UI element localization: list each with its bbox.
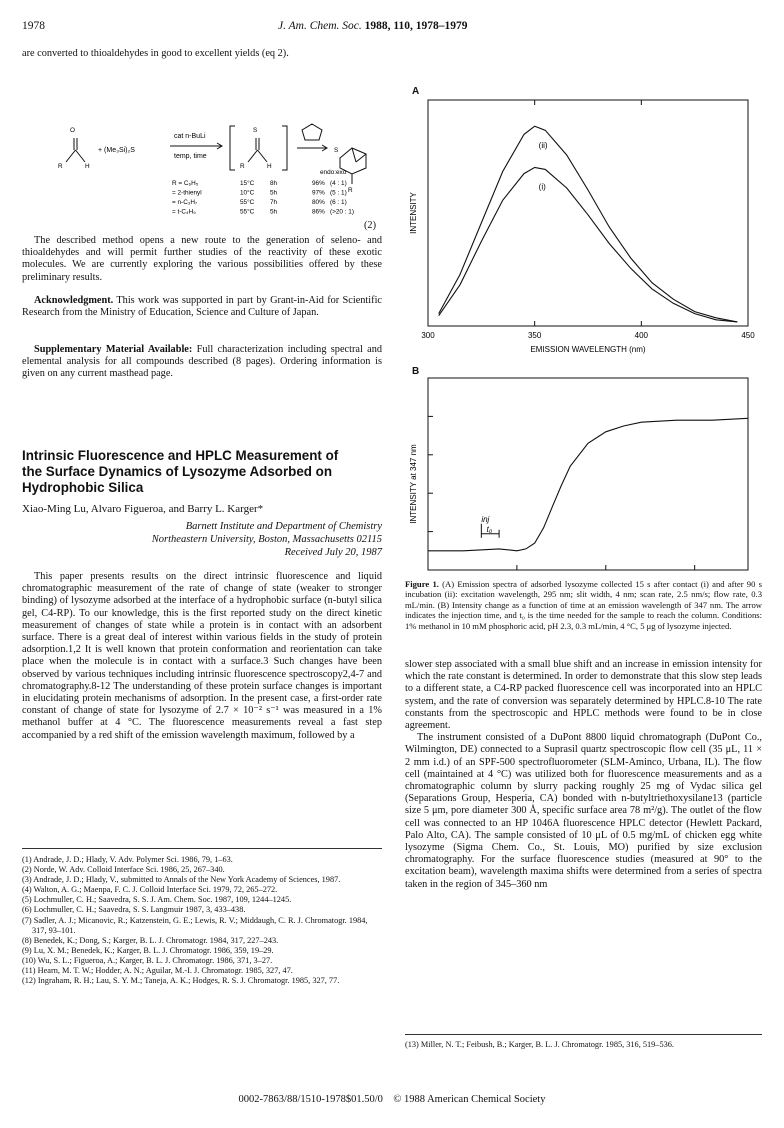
scheme-cell-ratio: (5 : 1) <box>330 189 347 197</box>
article-body-right: slower step associated with a small blue shift and an increase in emission intensity for which the rate constant is determined. In order to demonstrate that this slow step leads to a different state, a C4-RP packed fluorescence cell was incorporated into an HPLC system, and the rate of conversion was separately determined by HPLC.8-10 The rate constants from the spectroscopic and HPLC methods were found to be in close agreement. The instrument consisted of a DuPont 8800 liquid chromatograph (DuPont Co., Wilmington, DE) connected to a Suprasil quartz spectroscopic flow cell (35 μL, 11 × 2 mm i.d.) of an SPF-500 spectrofluorometer (SLM-Aminco, Urbana, IL). The flow cell (maintained at 4 °C) was utilized both for fluorescence measurements and as a chromatographic column by slurry packing roughly 25 mg of Vydac silica gel (Separations Group, Hesperia, CA) bonded with n-butyltriethoxysilane13 (particle size 5 μm, pore diameter 300 Å, specific surface area 78 m²/g). The outlet of the flow cell was connected to an HP 1046A fluorescence HPLC detector (Hewlett Packard, Palo Alto, CA). The sample consisted of 10 μL of 0.5 mg/mL of chicken egg white lysozyme (Sigma Chem. Co., St. Louis, MO) purified by size exclusion chromatography. For the surface fluorescence studies (measured at 90° to the excitation beam), wavelength maxima shifts were determined from a series of spectra taken in the region of 345–360 nm <box>405 659 762 890</box>
scheme-cell-time: 5h <box>270 189 278 197</box>
series-line-0 <box>428 418 748 551</box>
scheme-cell-temp: 55°C <box>240 199 255 206</box>
reference-item: (13) Miller, N. T.; Feibush, B.; Karger, B. L. J. Chromatogr. 1985, 316, 519–536. <box>405 1040 674 1049</box>
sulfur-label: S <box>253 127 258 134</box>
y-axis-label: INTENSITY <box>409 192 418 234</box>
x-tick-label <box>512 575 521 576</box>
x-tick-label: 300 <box>421 331 435 340</box>
supp-heading: Supplementary Material Available: <box>34 344 193 355</box>
chart-emission-spectra <box>404 96 764 366</box>
reaction-scheme <box>22 66 382 216</box>
references-left <box>22 855 382 986</box>
article-title: Intrinsic Fluorescence and HPLC Measurement of the Surface Dynamics of Lysozyme Adsorbed on Hydrophobic Silica <box>22 448 339 495</box>
scheme-cell-ratio: (>20 : 1) <box>330 208 354 216</box>
scheme-cell-r: = 2-thienyl <box>172 189 202 197</box>
scheme-cell-ratio: (4 : 1) <box>330 180 347 187</box>
journal-year-volume: 1988, 110, 1978–1979 <box>364 20 468 32</box>
chart-intensity-time <box>404 376 764 576</box>
article-authors: Xiao-Ming Lu, Alvaro Figueroa, and Barry L. Karger* <box>22 503 264 515</box>
acknowledgment <box>22 295 382 319</box>
reference-item: (6) Lochmuller, C. H.; Saavedra, S. S. Langmuir 1987, 3, 433–438. <box>22 905 246 915</box>
equation-number: (2) <box>364 220 377 231</box>
r-label: R <box>58 163 63 170</box>
scheme-cell-r: = t-C₄H₉ <box>172 208 196 216</box>
affiliation-line1: Barnett Institute and Department of Chemistry <box>185 521 382 532</box>
panel-a-label: A <box>412 86 420 97</box>
x-tick-label <box>426 575 431 576</box>
reference-item: (5) Lochmuller, C. H.; Saavedra, S. S. J. Am. Chem. Soc. 1987, 109, 1244–1245. <box>22 895 292 905</box>
intro-line: are converted to thioaldehydes in good to excellent yields (eq 2). <box>22 48 289 59</box>
scheme-cell-yield: 80% <box>312 199 325 206</box>
scheme-cell-ratio: (6 : 1) <box>330 199 347 206</box>
scheme-cell-r: = n-C₃H₇ <box>172 199 198 206</box>
scheme-cell-yield: 97% <box>312 189 325 197</box>
x-tick-label: 350 <box>527 331 542 340</box>
affiliation-line2: Northeastern University, Boston, Massachusetts 02115 <box>151 534 382 545</box>
reference-item: (3) Andrade, J. D.; Hlady, V., submitted to Annals of the New York Academy of Sciences, 1987. <box>22 875 341 885</box>
running-header <box>278 20 468 32</box>
footnote-rule <box>405 1034 762 1035</box>
references-right <box>405 1040 762 1050</box>
plot-frame <box>428 378 748 570</box>
article-body-left: This paper presents results on the direct intrinsic fluorescence and liquid chromatographic measurement of the rate of change of state (weaker to stronger binding) of lysozyme adsorbed at the interface of a hydrophobic surface (n-butyl silica gel, C4-RP). To our knowledge, this is the first reported study on the direct kinetic measurement of changes of state while a protein is in contact with an adsorbent surface. There is a great deal of interest within various fields in the study of protein adsorption.1,2 It is well known that protein conformation and reorientation can take place when the molecule is in contact with a surface.3 Such changes have been observed by various techniques including intrinsic fluorescence spectroscopy2,4-7 and chromatography.8-12 The understanding of these protein surface changes is important in elucidating protein mechanisms of adsorption. In the present case, a first-order rate constant of change of state for lysozyme of 2.7 × 10⁻² s⁻¹ was measured in a 1% methanol buffer at 4 °C. The fluorescence measurements reveal a fast step accompanied by a red shift of the emission wavelength maximum, followed by a <box>22 571 382 741</box>
x-tick-label <box>688 575 702 576</box>
scheme-cell-time: 8h <box>270 180 278 187</box>
reference-item: (8) Benedek, K.; Dong, S.; Karger, B. L. J. Chromatogr. 1984, 317, 227–243. <box>22 935 279 945</box>
reference-item: (1) Andrade, J. D.; Hlady, V. Adv. Polymer Sci. 1986, 79, 1–63. <box>22 855 233 864</box>
reagent-label: + (Me₃Si)₂S <box>98 147 135 154</box>
reference-item: (10) Wu, S. L.; Figueroa, A.; Karger, B. L. J. Chromatogr. 1986, 371, 3–27. <box>22 955 273 965</box>
affiliation <box>22 520 382 559</box>
h-label: H <box>267 163 272 170</box>
reference-item: (9) Lu, X. M.; Benedek, K.; Karger, B. L. J. Chromatogr. 1986, 359, 19–29. <box>22 945 274 955</box>
sulfur-label: S <box>334 147 339 154</box>
footnote-rule <box>22 848 382 849</box>
scheme-cell-time: 5h <box>270 208 278 216</box>
series-line-0 <box>439 126 738 322</box>
caption-label: Figure 1. <box>405 579 439 589</box>
footer-code: 0002-7863/88/1510-1978$01.50/0 <box>238 1094 383 1105</box>
scheme-cell-r: R = C₆H₅ <box>172 180 199 187</box>
condition-top: cat n-BuLi <box>174 133 206 140</box>
endo-exo-label: endo:exo <box>320 169 347 176</box>
scheme-cell-time: 7h <box>270 199 278 206</box>
x-axis-label: EMISSION WAVELENGTH (nm) <box>530 345 646 354</box>
supplementary-material <box>22 344 382 381</box>
journal-name: J. Am. Chem. Soc. <box>278 20 362 32</box>
conditions-table <box>172 179 354 216</box>
h-label: H <box>85 163 90 170</box>
r-label: R <box>240 163 245 170</box>
scheme-cell-temp: 10°C <box>240 189 255 197</box>
figure-caption <box>405 579 762 631</box>
reference-item: (4) Walton, A. G.; Maenpa, F. C. J. Colloid Interface Sci. 1979, 72, 265–272. <box>22 885 278 895</box>
page-footer <box>0 1094 784 1105</box>
series-label: (ii) <box>538 141 548 151</box>
injection-label: inj <box>481 514 490 524</box>
footer-copyright: © 1988 American Chemical Society <box>393 1094 546 1105</box>
series-label: (i) <box>538 182 546 192</box>
caption-text: (A) Emission spectra of adsorbed lysozyme collected 15 s after contact (i) and after 90 s incubation (ii): excitation wavelength, 295 nm; slit width, 4 nm; scan rate, 2.5 nm/s; flow rate, 0.3 mL/min. (B) Intensity change as a function of time at an emission wavelength of 347 nm. The arrow indicates the injection time, and t₀ is the time needed for the sample to reach the column. Conditions: 1% methanol in 10 mM phosphoric acid, pH 2.3, 0.3 mL/min, 4 °C, 5 μg of lysozyme injected. <box>405 579 762 631</box>
received-date: Received July 20, 1987 <box>284 547 382 558</box>
scheme-cell-temp: 15°C <box>240 180 255 187</box>
x-tick-label <box>599 575 613 576</box>
reference-item: (11) Hearn, M. T. W.; Hodder, A. N.; Aguilar, M.-I. J. Chromatogr. 1985, 327, 47. <box>22 966 293 976</box>
ack-heading: Acknowledgment. <box>34 295 114 306</box>
conclusion-paragraph: The described method opens a new route to the generation of seleno- and thioaldehydes and will permit further studies of the reactivity of these exotic molecules. We are currently exploring the various possibilities offered by these preliminary results. <box>22 235 382 283</box>
t0-label: t₀ <box>486 524 493 534</box>
reference-item: (7) Sadler, A. J.; Micanovic, R.; Katzenstein, G. E.; Lewis, R. V.; Middaugh, C. R. J. Chromatogr. 1984, 317, 93–101. <box>22 915 368 935</box>
oxygen-label: O <box>70 127 75 134</box>
page-number: 1978 <box>22 20 45 32</box>
condition-bottom: temp, time <box>174 153 207 160</box>
plot-frame <box>428 100 748 326</box>
x-tick-label: 400 <box>634 331 649 340</box>
scheme-cell-temp: 55°C <box>240 208 255 216</box>
ack-body: This work was supported in part by Grant-in-Aid for Scientific Research from the Ministry of Education, Science and Culture of Japan. <box>22 295 382 319</box>
supp-body: Full characterization including spectral and elemental analysis for all compounds described (8 pages). Ordering information is given on any current masthead page. <box>22 344 382 380</box>
x-tick-label: 450 <box>741 331 755 340</box>
scheme-cell-yield: 86% <box>312 208 325 216</box>
reference-item: (12) Ingraham, R. H.; Lau, S. Y. M.; Taneja, A. K.; Hodges, R. S. J. Chromatogr. 1985, 327, 77. <box>22 976 340 986</box>
reference-item: (2) Norde, W. Adv. Colloid Interface Sci. 1986, 25, 267–340. <box>22 865 225 875</box>
y-axis-label: INTENSITY at 347 nm <box>409 444 418 524</box>
panel-b-label: B <box>412 366 420 377</box>
r-label: R <box>348 187 353 194</box>
scheme-cell-yield: 96% <box>312 180 325 187</box>
